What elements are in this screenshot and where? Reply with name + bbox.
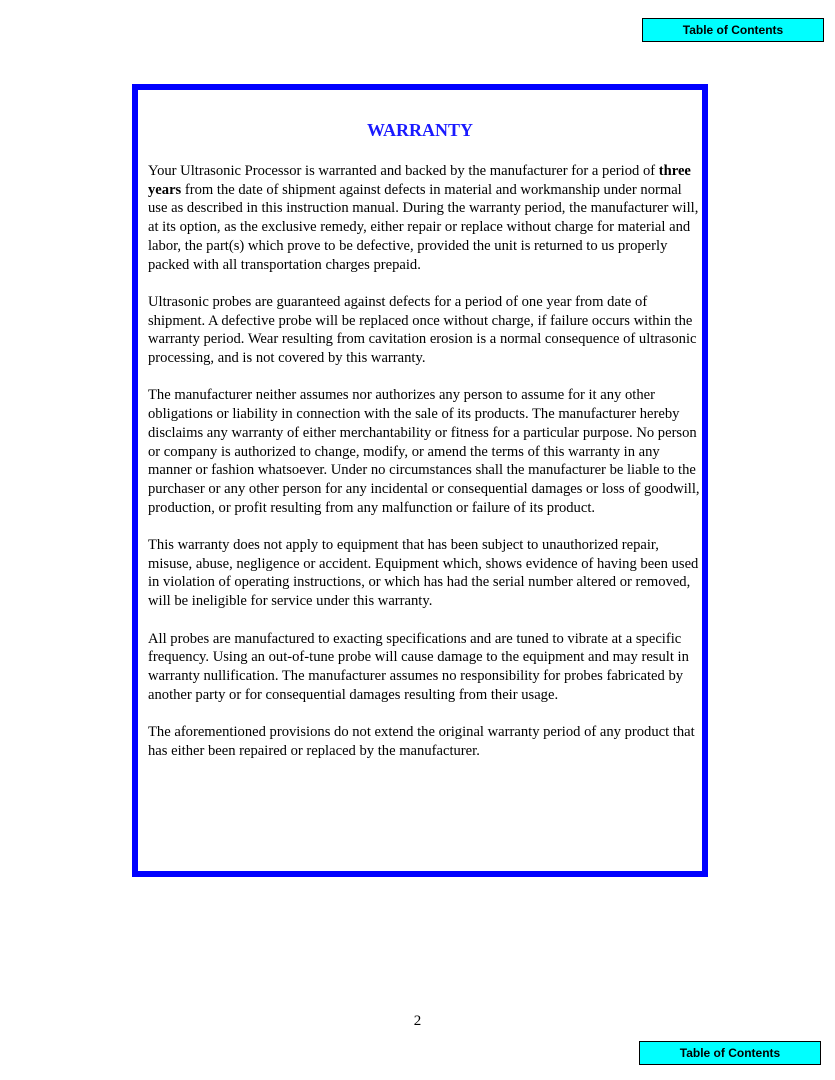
warranty-period-emphasis: three years bbox=[148, 163, 691, 198]
table-of-contents-button-bottom[interactable]: Table of Contents bbox=[639, 1041, 821, 1065]
page-number: 2 bbox=[413, 1013, 422, 1029]
warranty-paragraph-1: Your Ultrasonic Processor is warranted and backed by the manufacturer for a period of three years from the date of shipment against defects in material and workmanship under normal use as described in this instruction manual. During the warranty period, the manufacturer will, at its option, as the exclusive remedy, either repair or replace without charge for material and labor, the part(s) which prove to be defective, provided the unit is returned to us properly packed with all transportation charges prepaid. bbox=[148, 163, 699, 273]
warranty-paragraph-3: The manufacturer neither assumes nor authorizes any person to assume for it any other obligations or liability in connection with the sale of its products. The manufacturer hereby disclaims any warranty of either merchantability or fitness for a particular purpose. No person or company is authorized to change, modify, or amend the terms of this warranty in any manner or fashion whatsoever. Under no circumstances shall the manufacturer be liable to the purchaser or any other person for any incidental or consequential damages or loss of goodwill, production, or profit resulting from any malfunction or failure of its product. bbox=[148, 387, 700, 516]
warranty-body bbox=[148, 162, 700, 779]
warranty-paragraph-6: The aforementioned provisions do not extend the original warranty period of any product that has either been repaired or replaced by the manufacturer. bbox=[148, 724, 695, 759]
warranty-box bbox=[132, 84, 708, 877]
warranty-paragraph-4: This warranty does not apply to equipment that has been subject to unauthorized repair, misuse, abuse, negligence or accident. Equipment which, shows evidence of having been used in violation of operating instructions, or which has had the serial number altered or removed, will be ineligible for service under this warranty. bbox=[148, 537, 699, 610]
warranty-title: WARRANTY bbox=[366, 120, 473, 140]
warranty-paragraph-2: Ultrasonic probes are guaranteed against defects for a period of one year from date of shipment. A defective probe will be replaced once without charge, if failure occurs within the warranty period. Wear resulting from cavitation erosion is a normal consequence of ultrasonic processing, and is not covered by this warranty. bbox=[148, 293, 697, 367]
warranty-paragraph-5: All probes are manufactured to exacting specifications and are tuned to vibrate at a specific frequency. Using an out-of-tune probe will cause damage to the equipment and may result in warranty nullification. The manufacturer assumes no responsibility for probes fabricated by another party or for consequential damages resulting from their usage. bbox=[148, 630, 689, 703]
table-of-contents-button-top[interactable]: Table of Contents bbox=[642, 18, 824, 42]
